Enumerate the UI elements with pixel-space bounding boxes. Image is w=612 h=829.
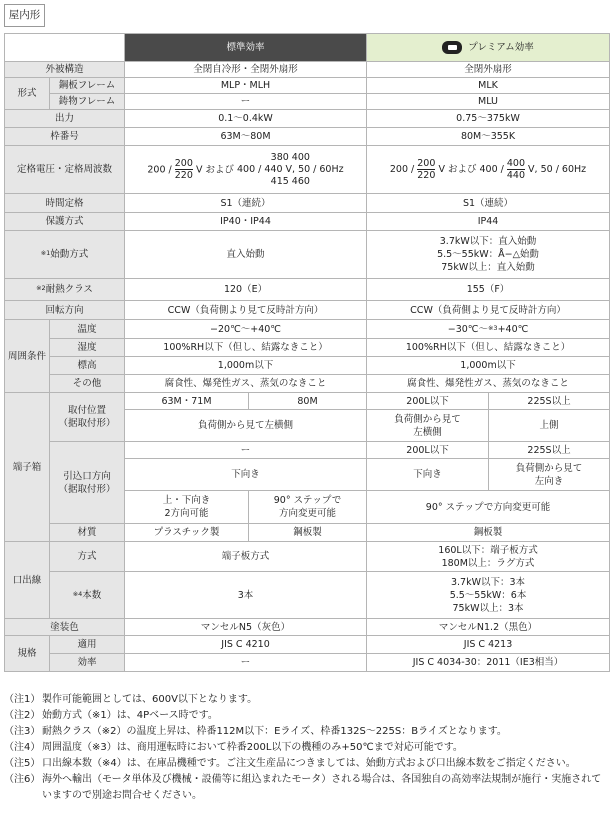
header-standard: 標準効率 — [125, 34, 367, 62]
note-2: （注2） 始動方式（※1）は、4Pベース時です。 — [4, 710, 218, 721]
row-protection: 保護方式 IP40・IP44 IP44 — [5, 213, 610, 231]
note-4: （注4） 周囲温度（※3）は、商用運転時において枠番200L以下の機種のみ+50℃まで対応可能です。 — [4, 742, 463, 753]
row-output: 出力 0.1〜0.4kW 0.75〜375kW — [5, 110, 610, 128]
spec-table — [4, 33, 610, 672]
row-insulation: $^{※2}$耐熱クラス 120（E） 155（F） — [5, 279, 610, 301]
row-paint: 塗装色 マンセルN5（灰色） マンセルN1.2（黒色） — [5, 619, 610, 636]
notes — [4, 692, 610, 804]
row-ambient-humidity: 湿度 100%RH以下（但し、結露なきこと） 100%RH以下（但し、結露なきこと） — [5, 339, 610, 357]
row-standard-efficiency: 効率 ー JIS C 4034-30：2011（IE3相当） — [5, 654, 610, 672]
header-row — [5, 34, 610, 62]
row-outer-structure: 外被構造 全閉自冷形・全閉外扇形 全閉外扇形 — [5, 62, 610, 78]
row-rating: 時間定格 S1（連続） S1（連続） — [5, 194, 610, 213]
note-3: （注3） 耐熱クラス（※2）の温度上昇は、枠番112M以下：Eライズ、枠番132S〜225S：Bライズとなります。 — [4, 726, 507, 737]
row-ambient-altitude: 標高 1,000m以下 1,000m以下 — [5, 357, 610, 375]
row-terminal-entry-change: 上・下向き 2方向可能 90° ステップで 方向変更可能 90° ステップで方向変更可能 — [5, 491, 610, 524]
row-form-cast: 鋳物フレーム ー MLU — [5, 94, 610, 110]
row-form-steel: 形式 鋼板フレーム MLP・MLH MLK — [5, 78, 610, 94]
header-premium: プレミアム効率 — [367, 34, 610, 62]
note-5: （注5） 口出線本数（※4）は、在庫品機種です。ご注文生産品につきましては、始動方式および口出線本数をご指定ください。 — [4, 758, 576, 769]
row-start: $^{※1}$始動方式 直入始動 3.7kW以下：直入始動 5.5〜55kW：Å−△始動 75kW以上：直入始動 — [5, 231, 610, 279]
tab-indoor[interactable]: 屋内形 — [4, 4, 45, 27]
row-ambient-temp: 周囲条件 温度 −20℃〜+40℃ −30℃〜$^{※3}$+40℃ — [5, 320, 610, 339]
note-6: （注6） 海外へ輸出（モータ単体及び機械・設備等に組込まれたモータ）される場合は、各国独自の高効率法規制が施行・実施されていますので別途お問合せください。 — [4, 774, 602, 801]
row-voltage: 定格電圧・定格周波数 200 / $\frac{200}{220}$ V および 380 400 400 / 440 V, 50 / 60Hz 415 460 200 / $\frac{200}{220}$ V および 400 / $\frac{400}{440}$ V, 50 / 60Hz — [5, 146, 610, 194]
note-1: （注1） 製作可能範囲としては、600V以下となります。 — [4, 694, 258, 705]
premium-logo-icon — [442, 41, 462, 54]
row-terminal-mount-head: 端子箱 取付位置 （据取付形） 63M・71M 80M 200L以下 225S以上 — [5, 393, 610, 410]
row-ambient-other: その他 腐食性、爆発性ガス、蒸気のなきこと 腐食性、爆発性ガス、蒸気のなきこと — [5, 375, 610, 393]
row-rotation: 回転方向 CCW（負荷側より見て反時計方向） CCW（負荷側より見て反時計方向） — [5, 301, 610, 320]
row-terminal-entry-head: 引込口方向 （据取付形） ー 200L以下 225S以上 — [5, 442, 610, 459]
row-terminal-entry: 下向き 下向き 負荷側から見て 左向き — [5, 459, 610, 491]
row-terminal-mount: 負荷側から見て左横側 負荷側から見て 左横側 上側 — [5, 410, 610, 442]
row-frame: 枠番号 63M〜80M 80M〜355K — [5, 128, 610, 146]
row-standard-apply: 規格 適用 JIS C 4210 JIS C 4213 — [5, 636, 610, 654]
row-leads-count: $^{※4}$本数 3本 3.7kW以下：3本 5.5〜55kW：6本 75kW以上：3本 — [5, 572, 610, 619]
row-leads-method: 口出線 方式 端子板方式 160L以下：端子板方式 180M以上：ラグ方式 — [5, 542, 610, 572]
row-terminal-material: 材質 プラスチック製 鋼板製 鋼板製 — [5, 524, 610, 542]
